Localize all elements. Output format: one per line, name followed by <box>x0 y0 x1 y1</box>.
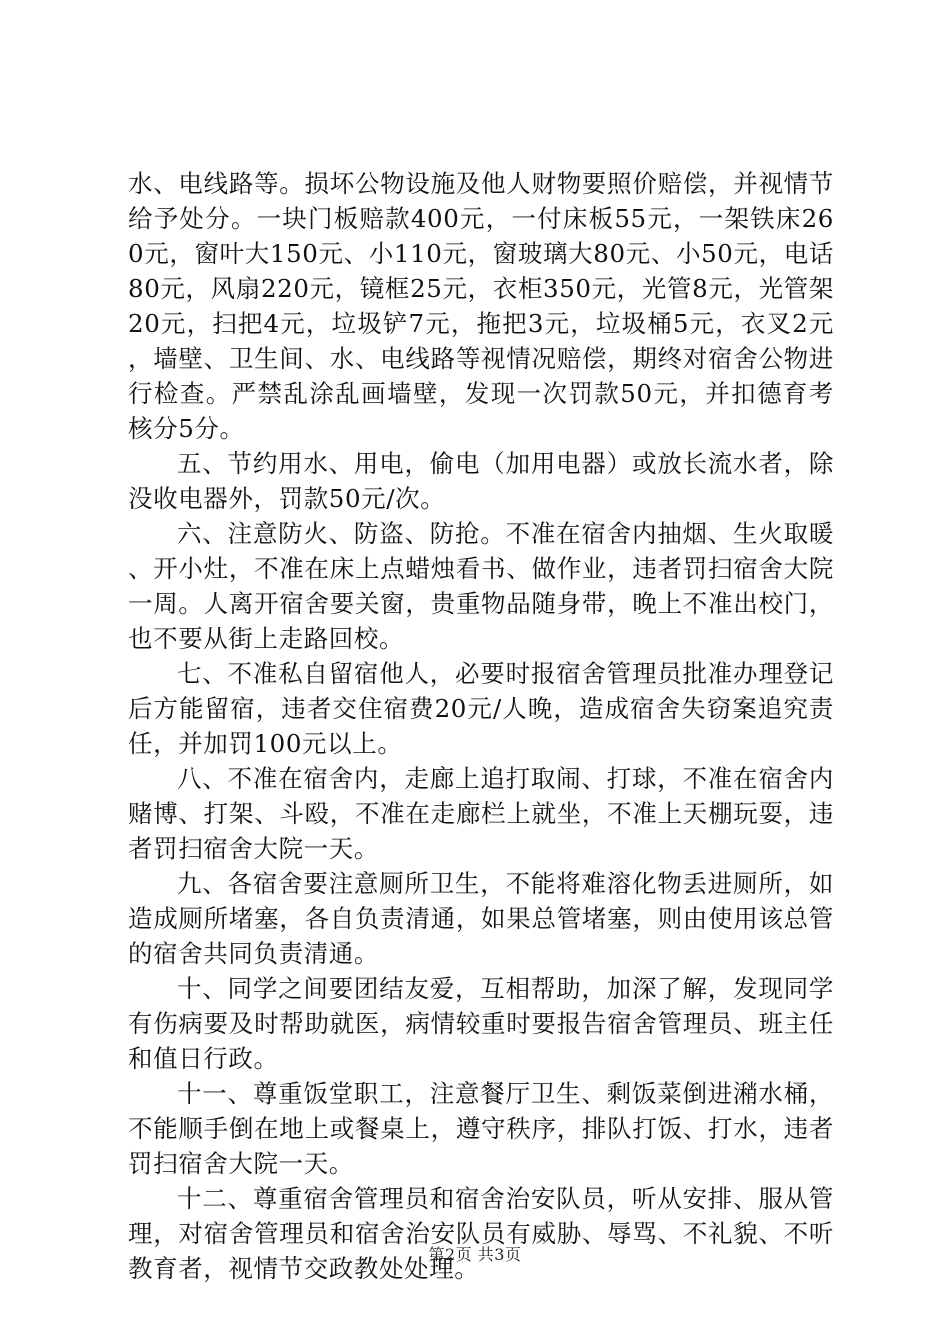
paragraph-rule-9: 九、各宿舍要注意厕所卫生，不能将难溶化物丢进厕所，如造成厕所堵塞，各自负责清通，如果总管堵塞，则由使用该总管的宿舍共同负责清通。 <box>128 869 834 968</box>
page-number-label: 第2页 共3页 <box>428 1245 522 1264</box>
page-footer <box>0 1245 950 1265</box>
paragraph-rule-6: 六、注意防火、防盗、防抢。不准在宿舍内抽烟、生火取暖、开小灶，不准在床上点蜡烛看书、做作业，违者罚扫宿舍大院一周。人离开宿舍要关窗，贵重物品随身带，晚上不准出校门，也不要从街上走路回校。 <box>128 519 834 653</box>
document-body <box>128 166 834 1286</box>
paragraph-continuation: 水、电线路等。损坏公物设施及他人财物要照价赔偿，并视情节给予处分。一块门板赔款400元，一付床板55元，一架铁床260元，窗叶大150元、小110元，窗玻璃大80元、小50元，电话80元，风扇220元，镜框25元，衣柜350元，光管8元，光管架20元，扫把4元，垃圾铲7元，拖把3元，垃圾桶5元，衣叉2元，墙壁、卫生间、水、电线路等视情况赔偿，期终对宿舍公物进行检查。严禁乱涂乱画墙壁，发现一次罚款50元，并扣德育考核分5分。 <box>128 169 834 443</box>
paragraph-rule-12: 十二、尊重宿舍管理员和宿舍治安队员，听从安排、服从管理，对宿舍管理员和宿舍治安队员有威胁、辱骂、不礼貌、不听教育者，视情节交政教处处理。 <box>128 1184 834 1283</box>
paragraph-rule-10: 十、同学之间要团结友爱，互相帮助，加深了解，发现同学有伤病要及时帮助就医，病情较重时要报告宿舍管理员、班主任和值日行政。 <box>128 974 834 1073</box>
paragraph-rule-5: 五、节约用水、用电，偷电（加用电器）或放长流水者，除没收电器外，罚款50元/次。 <box>128 449 834 513</box>
paragraph-rule-11: 十一、尊重饭堂职工，注意餐厅卫生、剩饭菜倒进潲水桶，不能顺手倒在地上或餐桌上，遵守秩序，排队打饭、打水，违者罚扫宿舍大院一天。 <box>128 1079 834 1178</box>
paragraph-rule-7: 七、不准私自留宿他人，必要时报宿舍管理员批准办理登记后方能留宿，违者交住宿费20元/人晚，造成宿舍失窃案追究责任，并加罚100元以上。 <box>128 659 834 758</box>
paragraph-rule-8: 八、不准在宿舍内，走廊上追打取闹、打球，不准在宿舍内赌博、打架、斗殴，不准在走廊栏上就坐，不准上天棚玩耍，违者罚扫宿舍大院一天。 <box>128 764 834 863</box>
